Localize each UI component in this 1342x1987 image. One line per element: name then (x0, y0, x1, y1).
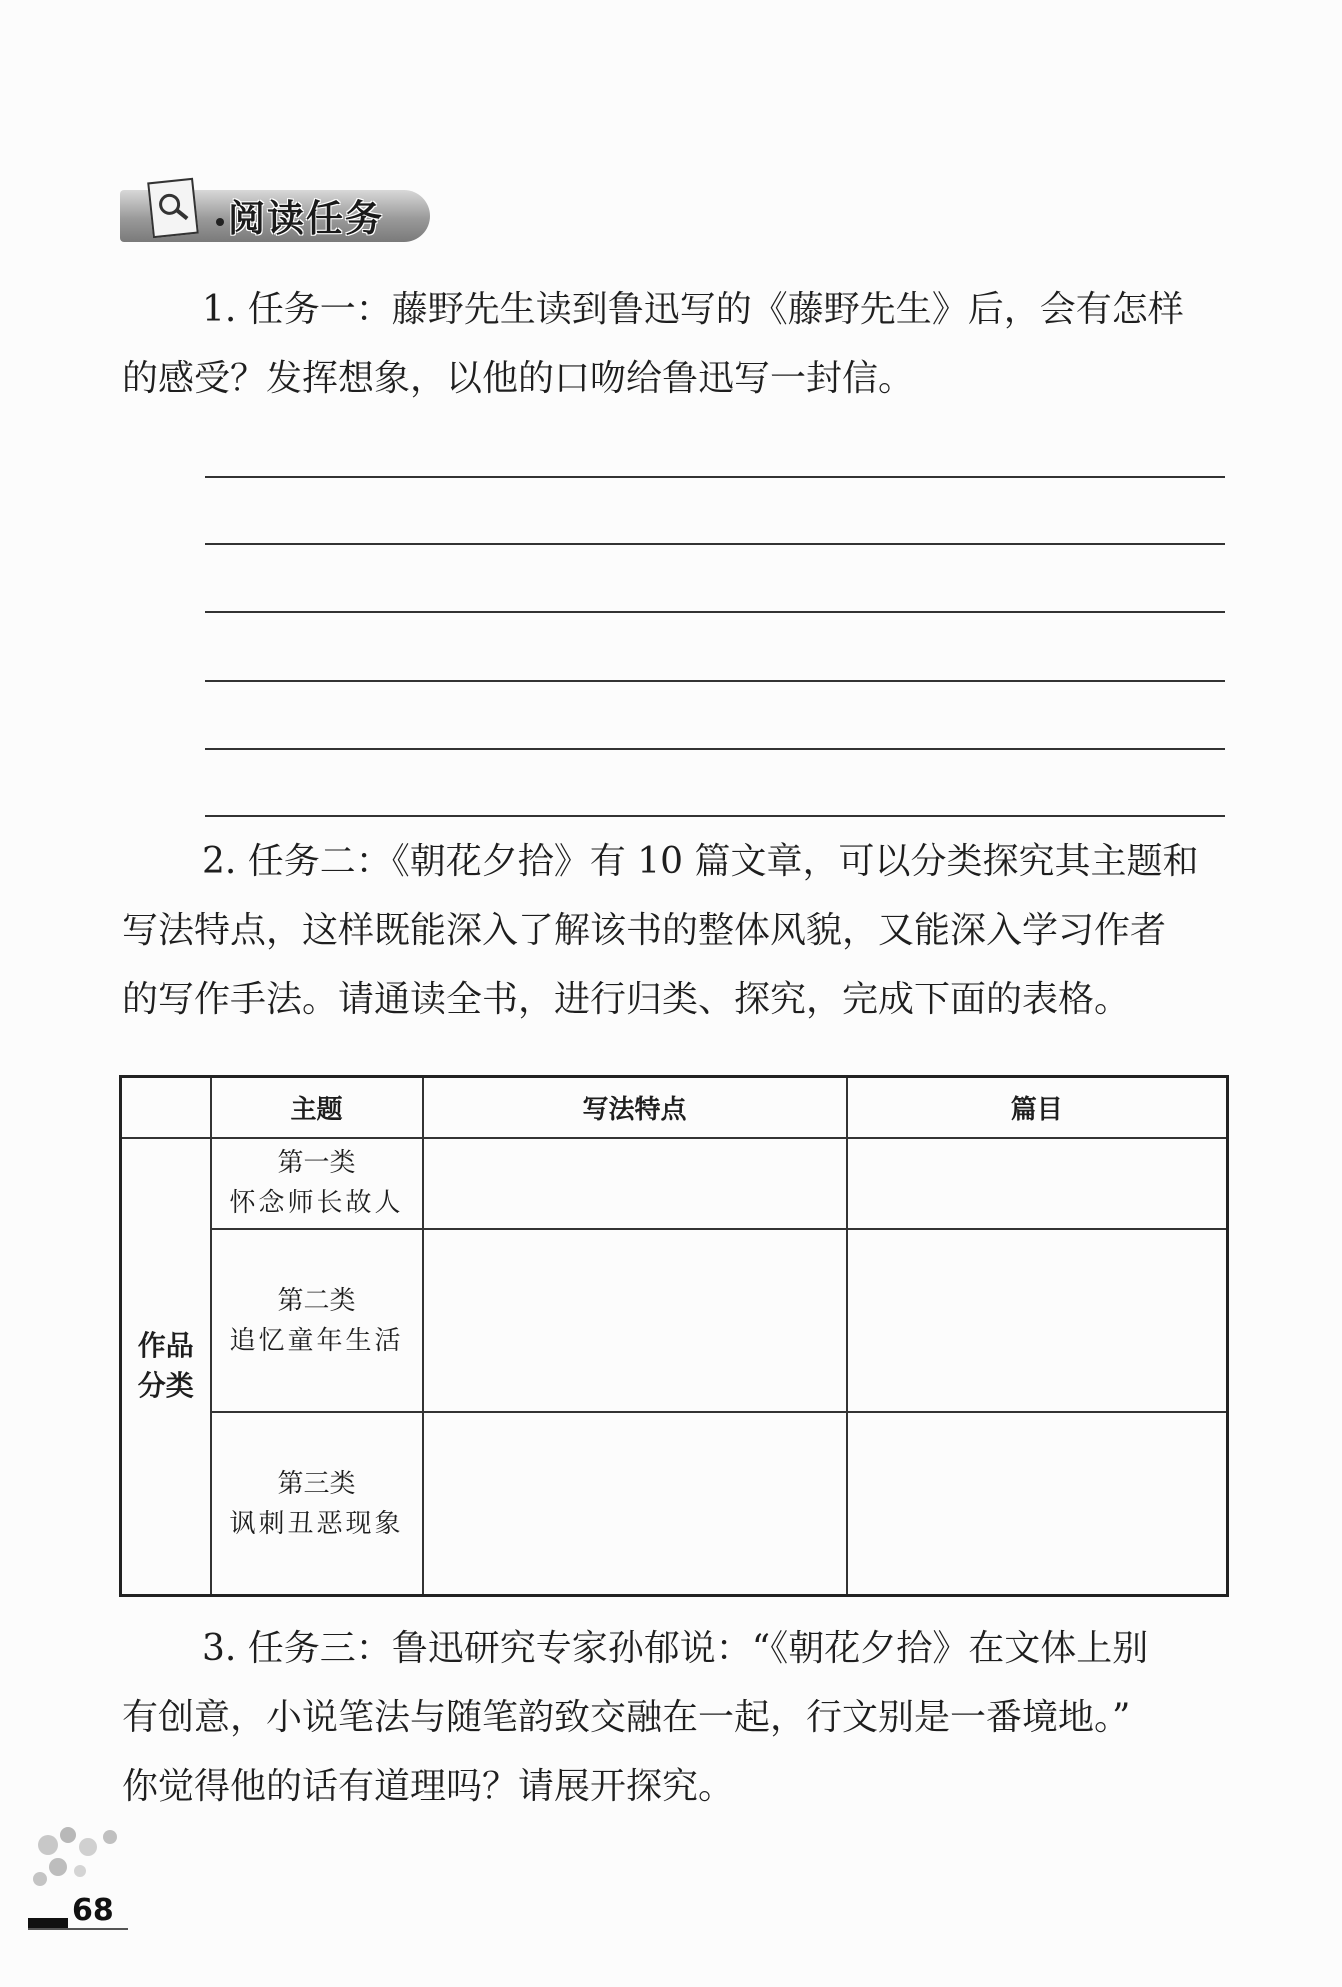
task-3-line-3: 你觉得他的话有道理吗？请展开探究。 (122, 1766, 735, 1807)
task-2-line-3: 的写作手法。请通读全书，进行归类、探究，完成下面的表格。 (122, 979, 1131, 1020)
feature-cell[interactable] (423, 1138, 847, 1230)
answer-line[interactable] (205, 815, 1225, 817)
task-2-line-1: 2. 任务二：《朝花夕拾》有 10 篇文章，可以分类探究其主题和 (202, 841, 1199, 882)
task-2-text (122, 827, 1222, 1034)
task-3-text (122, 1614, 1222, 1821)
category-cell (211, 1229, 423, 1412)
magnifier-book-icon (147, 178, 199, 239)
task-3-line-1: 3. 任务三：鲁迅研究专家孙郁说：“《朝花夕拾》在文体上别 (202, 1628, 1149, 1669)
category-desc: 追忆童年生活 (229, 1325, 404, 1356)
page-number-bar (28, 1918, 68, 1928)
side-label: 作品 分类 (121, 1138, 211, 1596)
banner-dot (216, 218, 224, 226)
table-header-feature: 写法特点 (423, 1077, 847, 1138)
category-desc: 讽刺丑恶现象 (229, 1508, 404, 1539)
table-row (121, 1412, 1228, 1595)
category-name: 第三类 (277, 1468, 356, 1499)
section-title: 阅读任务 (228, 197, 384, 240)
table-header-titles: 篇目 (847, 1077, 1228, 1138)
category-name: 第一类 (277, 1148, 356, 1179)
answer-line[interactable] (205, 748, 1225, 750)
leaf-decoration-icon (28, 1815, 138, 1895)
table-row (121, 1229, 1228, 1412)
category-name: 第二类 (277, 1285, 356, 1316)
task-1-line-1: 1. 任务一：藤野先生读到鲁迅写的《藤野先生》后，会有怎样 (202, 289, 1184, 330)
answer-line[interactable] (205, 543, 1225, 545)
task-2-line-2: 写法特点，这样既能深入了解该书的整体风貌，又能深入学习作者 (122, 910, 1167, 951)
category-cell (211, 1412, 423, 1595)
classification-table (119, 1075, 1229, 1597)
category-cell (211, 1138, 423, 1230)
feature-cell[interactable] (423, 1412, 847, 1595)
titles-cell[interactable] (847, 1138, 1228, 1230)
task-3-line-2: 有创意，小说笔法与随笔韵致交融在一起，行文别是一番境地。” (122, 1697, 1131, 1738)
answer-line[interactable] (205, 476, 1225, 478)
feature-cell[interactable] (423, 1229, 847, 1412)
page-number-rule (28, 1928, 128, 1930)
table-row (121, 1138, 1228, 1230)
titles-cell[interactable] (847, 1229, 1228, 1412)
task-1-text (122, 275, 1222, 413)
titles-cell[interactable] (847, 1412, 1228, 1595)
category-desc: 怀念师长故人 (229, 1188, 404, 1219)
page-number: 68 (72, 1893, 114, 1928)
answer-line[interactable] (205, 611, 1225, 613)
answer-line[interactable] (205, 680, 1225, 682)
task-1-line-2: 的感受？发挥想象，以他的口吻给鲁迅写一封信。 (122, 358, 915, 399)
table-header-theme: 主题 (211, 1077, 423, 1138)
table-header-blank (121, 1077, 211, 1138)
